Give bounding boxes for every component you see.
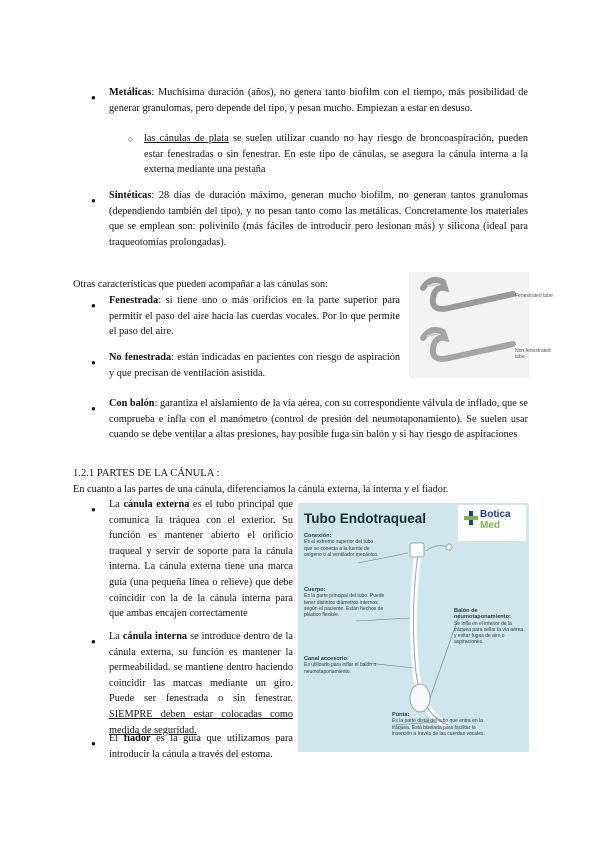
section-heading: 1.2.1 PARTES DE LA CÁNULA : (73, 468, 220, 479)
con-balon-text: : garantiza el aislamiento de la vía aérea, con su correspondiente válvula de inflado, que se comprueba e infla con el manómetro (control de presión del neumotaponamiento). Se suelen usar cuando se debe ventilar a altas presiones, hay posible fuga sin balón y si hay riesgo de aspiraciones (109, 398, 529, 441)
con-balon-label: Con balón (109, 398, 155, 409)
bullet-icon: ● (91, 637, 96, 646)
bullet-icon: ● (91, 93, 96, 102)
bullet-icon: ● (91, 301, 96, 310)
externa-pre: La (109, 499, 124, 510)
otras-intro: Otras características que pueden acompañar a las cánulas son: (73, 279, 329, 290)
conexion-text: Es el extremo superior del tubo que se conecta a la fuente de oxígeno o al ventilador mecánico. (304, 539, 379, 558)
bullet-icon: ● (91, 196, 96, 205)
fiador-text: es la guía que utilizamos para introducir la cánula a través del estoma. (109, 733, 293, 760)
fenestrada-label: Fenestrada (109, 295, 159, 306)
interna-underlined: SIEMPRE deben estar colocadas como medida de seguridad. (109, 708, 293, 736)
canal-text: Es utilizado para inflar el balón o neumotaponamiento. (304, 662, 377, 675)
non-fenestrated-line1: Non fenestrated (515, 348, 551, 354)
punta-block (392, 712, 490, 737)
cannula-figure (409, 272, 529, 378)
bullet-icon: ● (91, 358, 96, 367)
interna-pre: La (109, 631, 123, 642)
canal-title: Canal accesorio: (304, 656, 349, 662)
infographic-title: Tubo Endotraqueal (304, 511, 426, 526)
item-metalicas (109, 85, 528, 116)
punta-title: Punta: (392, 712, 410, 718)
fenestrada-text: : si tiene uno o más orificios en la parte superior para permitir el paso del aire hacia las cuerdas vocales. Por lo que permite el paso del aire. (109, 295, 400, 338)
section-intro: En cuanto a las partes de una cánula, diferenciamos la cánula externa, la interna y el fiador. (73, 484, 449, 495)
item-no-fenestrada (109, 350, 400, 381)
cuerpo-text: Es la parte principal del tubo. Puede tener distintos diámetros internos según el paciente. Están hechos de plástico flexible. (304, 593, 385, 619)
conexion-block (304, 533, 382, 558)
fiador-label: fiador (123, 733, 151, 744)
cannula-drawing (409, 272, 529, 378)
canal-block (304, 656, 390, 675)
item-con-balon (109, 396, 528, 443)
brand-line1: Botica (480, 509, 511, 520)
plata-text: se suelen utilizar cuando no hay riesgo de broncoaspiración, pueden estar fenestradas o sin fenestrar. En este tipo de cánulas, se asegura la cánula interna a la externa mediante una pestaña (144, 133, 528, 176)
item-fenestrada (109, 293, 400, 340)
no-fenestrada-label: No fenestrada (109, 352, 172, 363)
fiador-pre: El (109, 733, 124, 744)
punta-text: Es la parte distal del tubo que entra en la tráquea. Está biselada para facilitar la inserción a través de las cuerdas vocales. (392, 718, 485, 737)
plata-underlined: las cánulas de plata (144, 133, 229, 144)
non-fenestrated-line2: tube (515, 354, 525, 360)
cuerpo-title: Cuerpo: (304, 587, 326, 593)
conexion-title: Conexión: (304, 533, 332, 539)
metalicas-text: : Muchísima duración (años), no genera tanto biofilm con el tiempo, más posibilidad de generar granulomas, pero depende del tipo, y pesan mucho. Empiezan a estar en desuso. (109, 87, 528, 114)
item-fiador (109, 731, 293, 762)
fenestrated-label: Fenestrated tube (515, 293, 553, 299)
item-interna (109, 629, 293, 738)
bullet-icon: ● (91, 505, 96, 514)
non-fenestrated-label (515, 348, 551, 360)
cuerpo-block (304, 587, 386, 618)
sinteticas-label: Sintéticas (109, 190, 152, 201)
externa-text: es el tubo principal que comunica la tráquea con el exterior. Su función es mantener abierto el orificio traqueal y servir de soporte para la cánula interna. La cánula externa tiene una marca guía (una pequeña línea o relieve) que debe coincidir con la de la cánula interna para que ambas encajen correctamente (109, 499, 293, 620)
balon-title: Balón de neumotaponamiento: (454, 608, 511, 621)
item-externa (109, 497, 293, 622)
brand-line2: Med (480, 520, 500, 531)
externa-label: cánula externa (123, 499, 190, 510)
bullet-icon: ● (91, 739, 96, 748)
endotracheal-infographic (298, 503, 529, 752)
interna-label: cánula interna (122, 631, 188, 642)
metalicas-label: Metálicas (109, 87, 152, 98)
balon-block (454, 608, 526, 646)
sinteticas-text: : 28 días de duración máximo, generan mucho biofilm, no generan tantos granulomas (dependiendo también del tipo), y no pesan tanto como las metálicas. Concretamente los materiales que se emplean son: polivinilo (más fáciles de introducir pero lesionan más) y silicona (ideal para traqueotomías prolongadas). (109, 190, 528, 248)
item-plata (144, 131, 528, 178)
interna-text: se introduce dentro de la cánula externa, su función es mantener la permeabilidad. se mantiene dentro haciendo coincidir las marcas mediante un giro. Puede ser fenestrada o sin fenestrar. (109, 631, 293, 705)
no-fenestrada-text: : están indicadas en pacientes con riesgo de aspiración y que precisan de ventilación asistida. (109, 352, 400, 379)
circle-bullet-icon: ○ (128, 134, 134, 144)
balon-text: Se infla en el interior de la tráquea para sellar la vía aérea y evitar fugas de aire o aspiraciones. (454, 620, 524, 646)
item-sinteticas (109, 188, 528, 250)
bullet-icon: ● (91, 404, 96, 413)
